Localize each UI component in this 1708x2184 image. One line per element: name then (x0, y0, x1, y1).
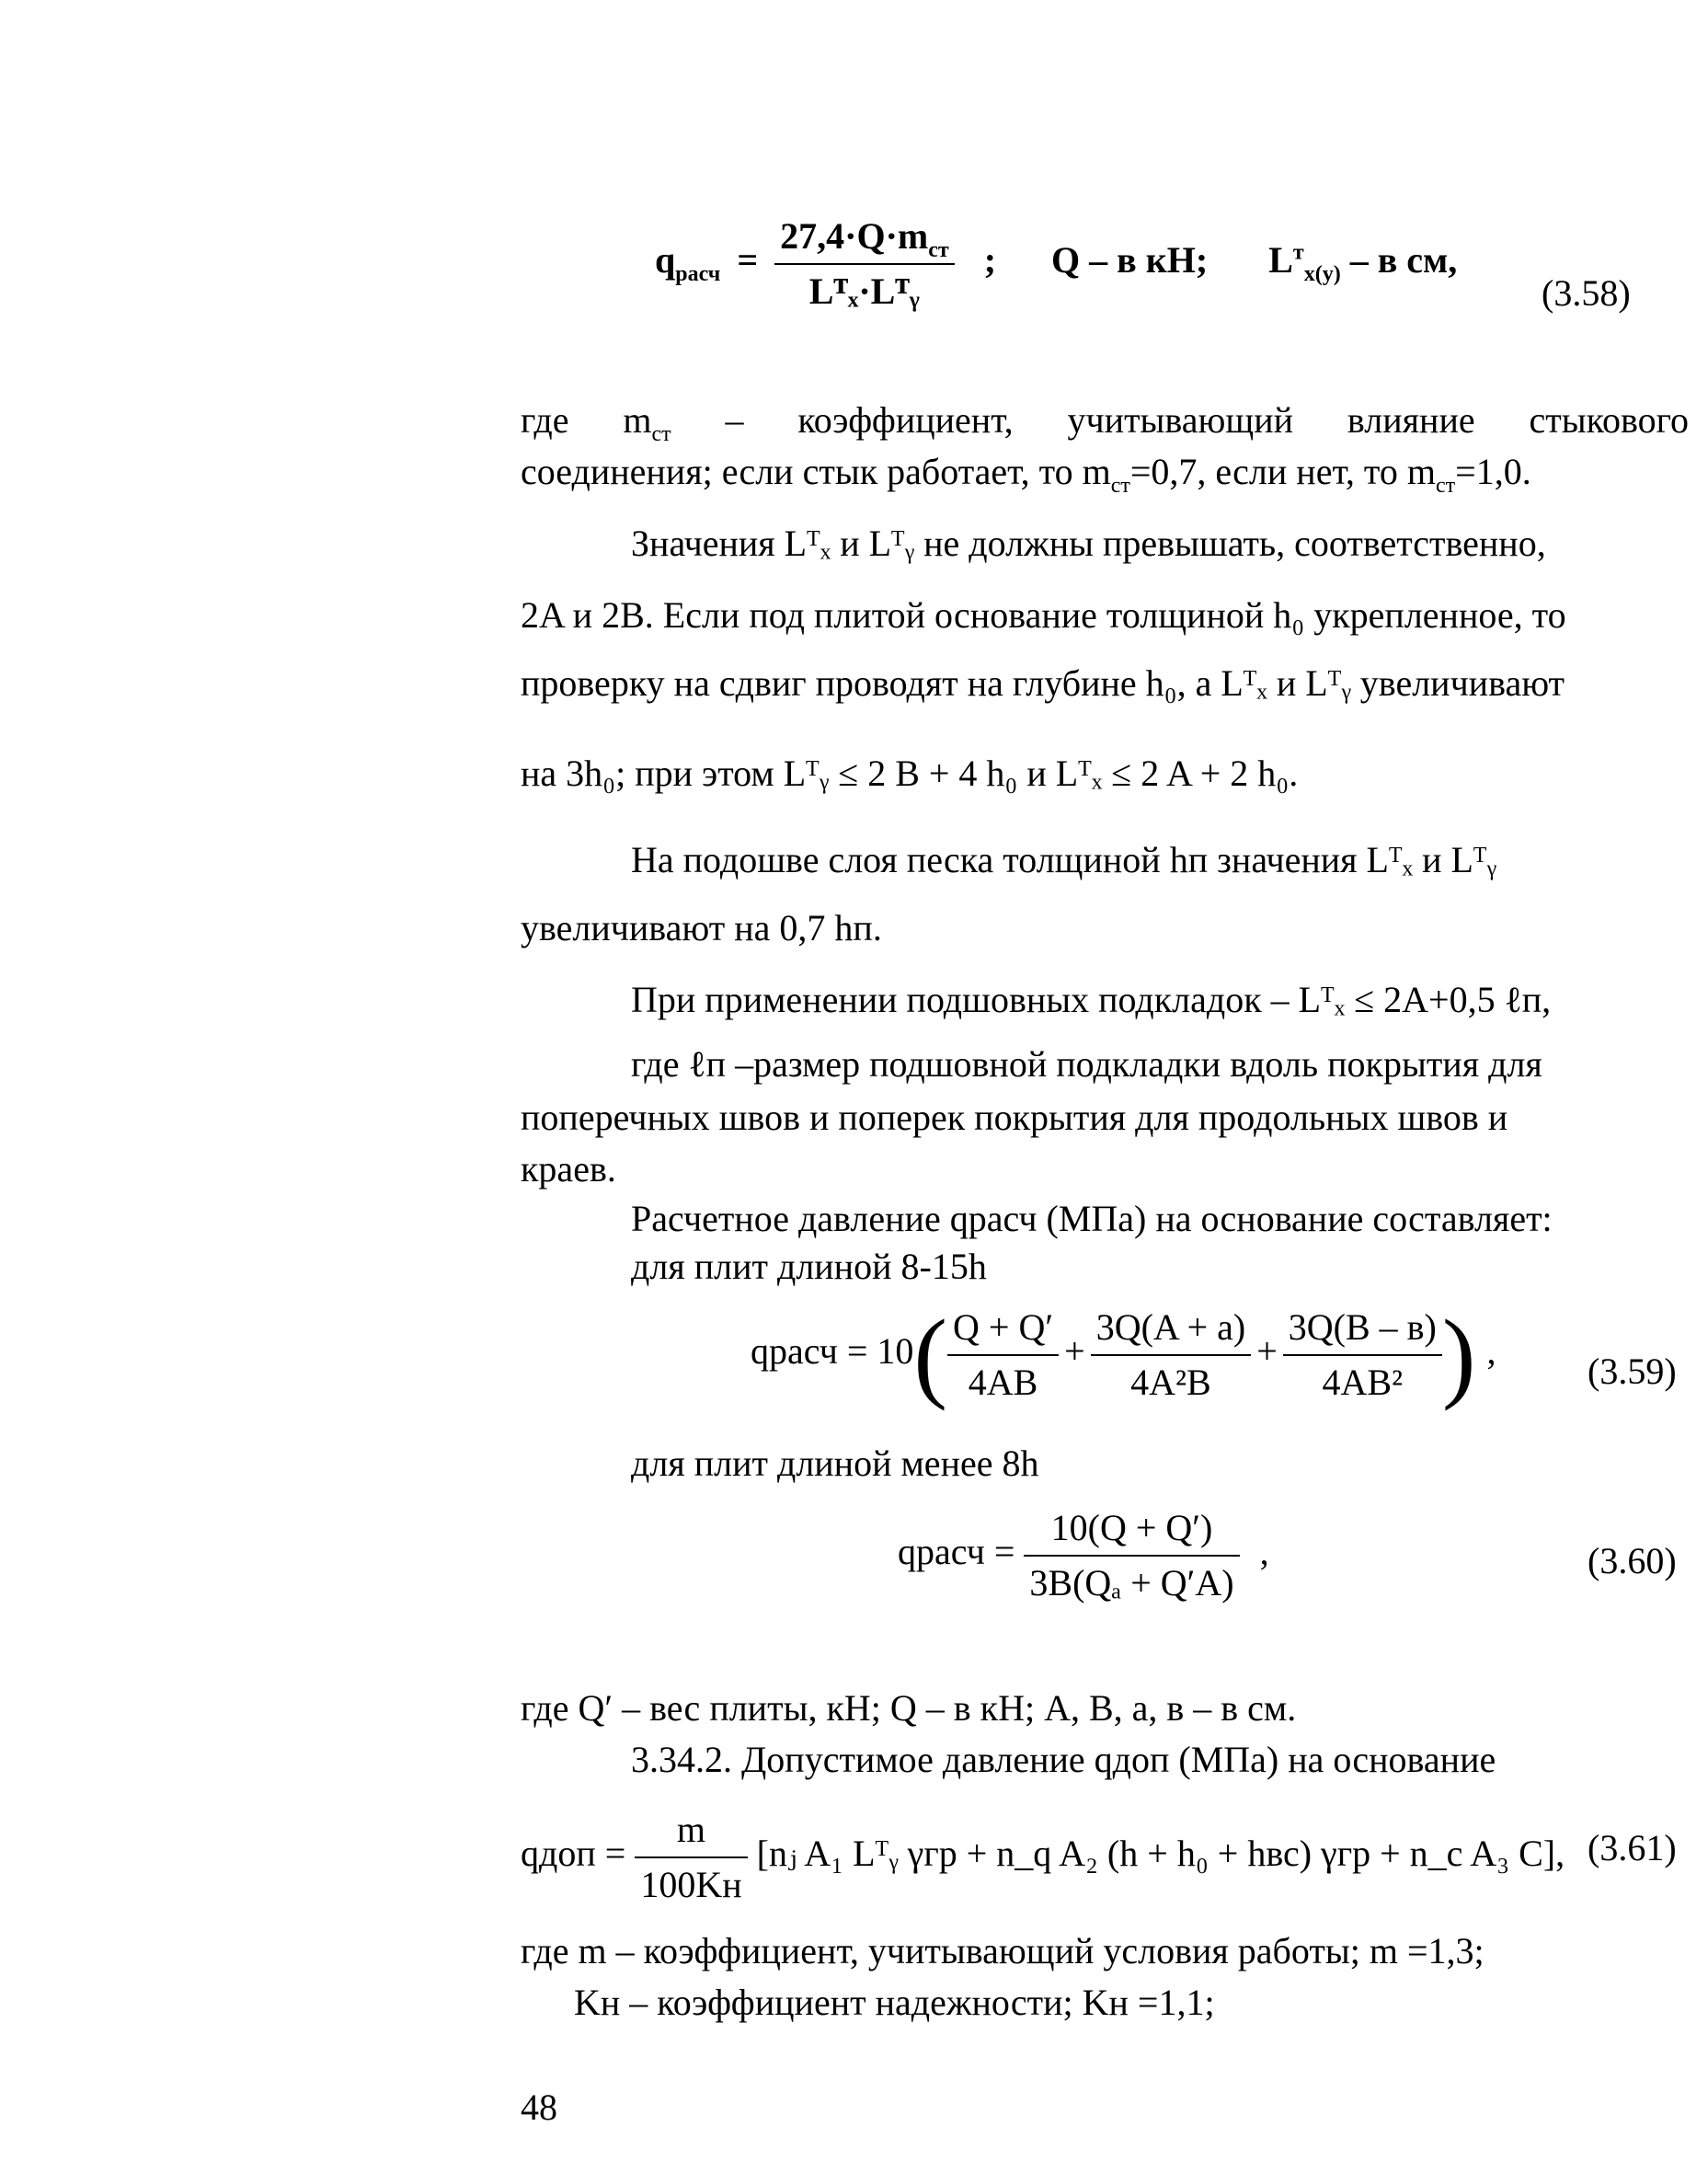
paragraph-lp-l1: где ℓп –размер подшовной подкладки вдоль покрытия для (631, 1043, 1542, 1085)
paragraph-values-l4: на 3h₀; при этом Lᵀᵧ ≤ 2 B + 4 h₀ и Lᵀₓ ≤ 2 A + 2 h₀. (521, 753, 1299, 794)
paragraph-mst: где $m_{ст}$ – коэффициент, учитывающий влияние стыкового (521, 399, 1690, 446)
page-number: 48 (521, 2086, 557, 2128)
equation-3-61: qдоп = $\frac{m}{100Kн}$ [nⱼ A₁ Lᵀᵧ γгр + n_q A₂ (h + h₀ + hвс) γгр + n_c A₃ C], (521, 1809, 1565, 1905)
eq-3-58-l-unit: $L^т_{x(y)}$ – в см, (1268, 239, 1458, 287)
equation-3-60: qрасч = $\frac{10(Q + Q')}{\text{3B(Qₐ + Q′A)}}$ , (898, 1507, 1269, 1604)
eq-3-58-q-unit: Q – в кН; (1051, 239, 1209, 282)
paragraph-kn-coef: Kн – коэффициент надежности; Kн =1,1; (574, 1982, 1215, 2023)
paragraph-pads-l1: При применении подшовных подкладок – Lᵀₓ ≤ 2A+0,5 ℓп, (631, 979, 1552, 1020)
eq-3-58-fraction: $\frac{27,4\cdot Q\cdot m_{ст}}{\text{Lᵀₓ·Lᵀᵧ}}$ (774, 213, 955, 315)
paragraph-pressure-l2: для плит длиной 8-15h (631, 1246, 987, 1287)
paragraph-short-slabs: для плит длиной менее 8h (631, 1443, 1039, 1484)
paragraph-sand-l1: На подошве слоя песка толщиной hп значения Lᵀₓ и Lᵀᵧ (631, 839, 1497, 880)
paragraph-sand-l2: увеличивают на 0,7 hп. (521, 907, 882, 948)
paragraph-lp-l2: поперечных швов и поперек покрытия для продольных швов и (521, 1097, 1508, 1138)
eq-3-58-number: (3.58) (1542, 272, 1631, 314)
paragraph-mst-line2: соединения; если стык работает, то $m_{ст}=0,7$, если нет, то $m_{ст}=1,0$. (521, 451, 1531, 498)
eq-3-58-lhs: q (655, 239, 676, 282)
section-3-34-2: 3.34.2. Допустимое давление qдоп (МПа) на основание (631, 1739, 1496, 1780)
paragraph-m-coef: где m – коэффициент, учитывающий условия работы; m =1,3; (521, 1930, 1484, 1971)
eq-3-60-number: (3.60) (1588, 1540, 1677, 1581)
equation-3-58: $q_{расч}$ = $\frac{27,4\cdot Q\cdot m_{ст}}{\text{Lᵀₓ·Lᵀᵧ}}$ ; Q – в кН; $L^т_{x(y)}$ – в см, (655, 213, 1457, 315)
paragraph-values-l2: 2A и 2B. Если под плитой основание толщиной h₀ укрепленное, то (521, 594, 1566, 636)
paragraph-weight: где Q′ – вес плиты, кН; Q – в кН; A, B, a, в – в см. (521, 1687, 1297, 1729)
eq-3-61-number: (3.61) (1588, 1827, 1677, 1868)
paragraph-values-l1: Значения Lᵀₓ и Lᵀᵧ не должны превышать, соответственно, (631, 523, 1546, 564)
paragraph-pressure-l1: Расчетное давление qрасч (МПа) на основание составляет: (631, 1198, 1553, 1239)
paragraph-lp-l3: краев. (521, 1148, 616, 1190)
eq-3-59-number: (3.59) (1588, 1351, 1677, 1392)
paragraph-values-l3: проверку на сдвиг проводят на глубине h₀, а Lᵀₓ и Lᵀᵧ увеличивают (521, 662, 1565, 704)
equation-3-59: qрасч = 10( $\frac{Q + Q'}{4AB}$ + $\frac{3Q(A + a)}{\text{4A²B}}$ + $\frac{3Q(B - в)}{\text{4AB²}}$ ) , (751, 1299, 1496, 1411)
